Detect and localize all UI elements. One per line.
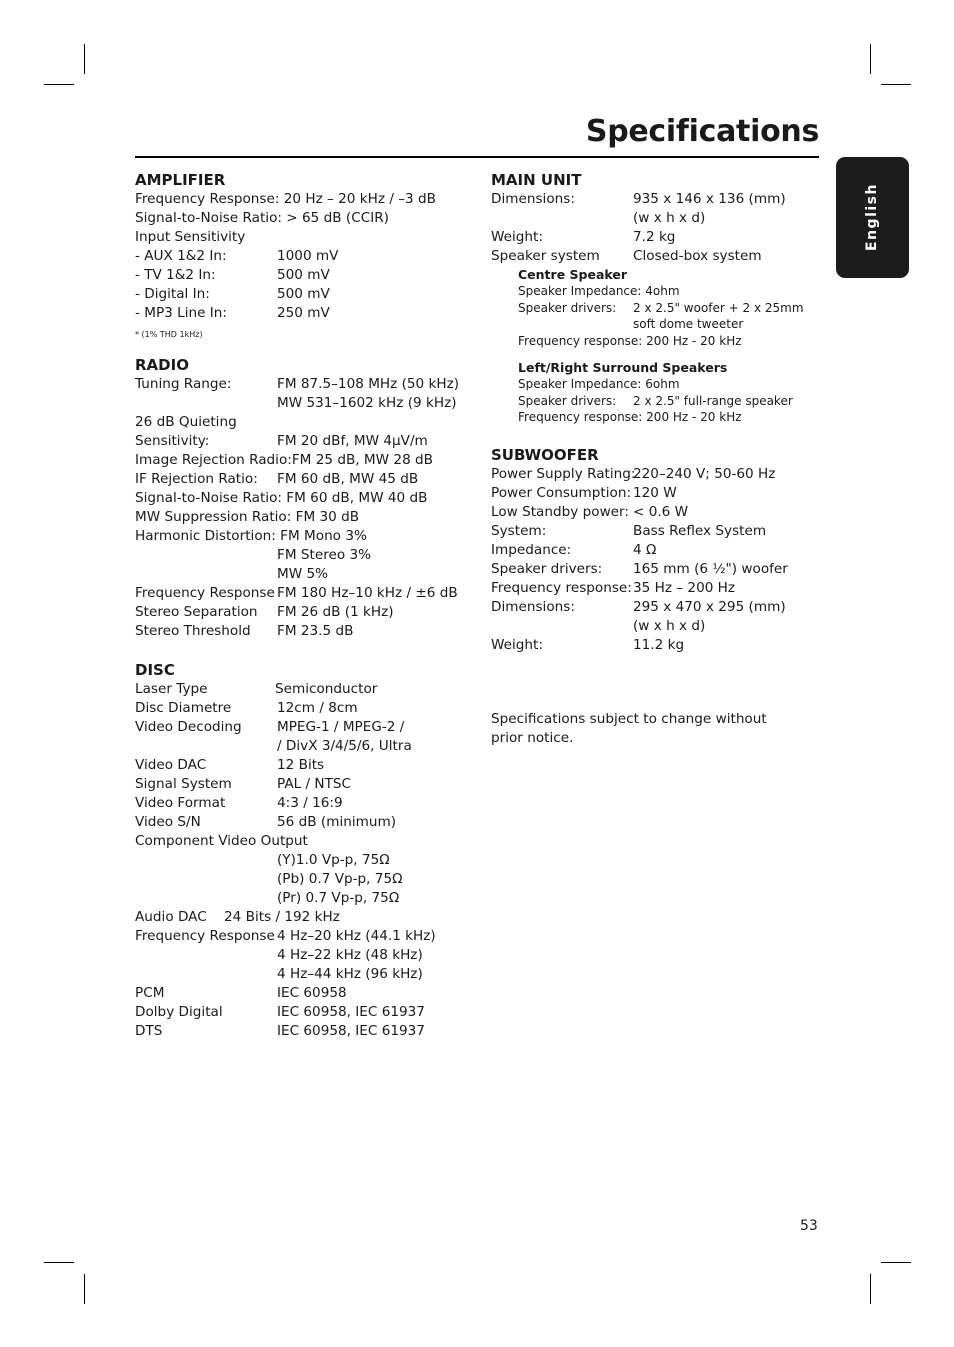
- spec-row: (Y)1.0 Vp-p, 75Ω: [277, 852, 390, 868]
- spec-row: (w x h x d): [633, 210, 706, 226]
- spec-line: Signal-to-Noise Ratio: > 65 dB (CCIR): [135, 210, 389, 226]
- spec-row: Dimensions: 295 x 470 x 295 (mm): [491, 598, 786, 615]
- spec-row: - TV 1&2 In: 500 mV: [135, 267, 330, 283]
- spec-row: - Digital In: 500 mV: [135, 286, 330, 302]
- title-rule: [135, 156, 819, 158]
- spec-row: Frequency Response 4 Hz–20 kHz (44.1 kHz): [135, 928, 436, 944]
- spec-row: / DivX 3/4/5/6, Ultra: [277, 738, 412, 754]
- spec-row: Signal System PAL / NTSC: [135, 776, 352, 792]
- spec-line: Component Video Output: [135, 833, 308, 849]
- spec-line: Signal-to-Noise Ratio: FM 60 dB, MW 40 dB: [135, 490, 428, 506]
- spec-line: 26 dB Quieting: [135, 414, 237, 430]
- spec-line: Frequency response: 200 Hz - 20 kHz: [518, 333, 742, 348]
- spec-row: Tuning Range: FM 87.5–108 MHz (50 kHz): [135, 376, 460, 392]
- spec-row: MW 531–1602 kHz (9 kHz): [277, 395, 457, 411]
- spec-line: Frequency response: 200 Hz - 20 kHz: [518, 410, 742, 424]
- language-tab-label: English: [864, 183, 880, 251]
- spec-row: Dolby Digital IEC 60958, IEC 61937: [135, 1004, 425, 1020]
- spec-row: (Pr) 0.7 Vp-p, 75Ω: [277, 890, 400, 906]
- spec-row: Impedance: 4 Ω: [491, 541, 657, 558]
- spec-row: Disc Diametre 12cm / 8cm: [135, 700, 358, 716]
- spec-row: (Pb) 0.7 Vp-p, 75Ω: [277, 871, 403, 887]
- spec-row: Speaker system Closed-box system: [491, 248, 762, 264]
- spec-row: System: Bass Reflex System: [491, 522, 767, 539]
- spec-line: Harmonic Distortion: FM Mono 3%: [135, 528, 367, 544]
- spec-line: Speaker Impedance: 6ohm: [518, 377, 680, 391]
- spec-row: Power Supply Rating: 220–240 V; 50-60 Hz: [491, 465, 776, 482]
- spec-row: - AUX 1&2 In: 1000 mV: [135, 248, 339, 264]
- crop-mark: [44, 1262, 74, 1263]
- spec-row: (w x h x d): [633, 617, 706, 634]
- spec-row: Weight: 7.2 kg: [491, 229, 676, 245]
- spec-row: - MP3 Line In: 250 mV: [135, 305, 330, 321]
- change-notice: Specifications subject to change without prior notice.: [491, 711, 767, 746]
- spec-row: Video DAC 12 Bits: [135, 757, 325, 773]
- spec-line: Speaker Impedance: 4ohm: [518, 284, 680, 298]
- spec-line: Image Rejection Radio:FM 25 dB, MW 28 dB: [135, 452, 433, 468]
- spec-row: Stereo Separation FM 26 dB (1 kHz): [135, 604, 394, 620]
- crop-mark: [870, 44, 871, 74]
- spec-line: Input Sensitivity: [135, 229, 246, 245]
- spec-row: Video Format 4:3 / 16:9: [135, 795, 343, 811]
- spec-row: Speaker drivers: 2 x 2.5" woofer + 2 x 25mm: [518, 300, 804, 315]
- spec-row: Speaker drivers: 2 x 2.5" full-range speaker: [518, 393, 793, 408]
- page-number: 53: [800, 1218, 818, 1234]
- language-tab: [836, 157, 909, 278]
- radio-header: RADIO: [135, 356, 189, 374]
- amplifier-footnote: * (1% THD 1kHz): [135, 330, 203, 339]
- centre-speaker-block: [491, 266, 811, 426]
- spec-row: Laser Type Semiconductor: [135, 681, 378, 697]
- page-title: Specifications: [585, 114, 819, 149]
- crop-mark: [84, 1274, 85, 1304]
- spec-row: 4 Hz–44 kHz (96 kHz): [277, 966, 423, 982]
- right-column: [491, 170, 811, 655]
- spec-row: DTS IEC 60958, IEC 61937: [135, 1023, 425, 1039]
- spec-row: Weight: 11.2 kg: [491, 636, 685, 653]
- spec-row: Frequency Response FM 180 Hz–10 kHz / ±6 dB: [135, 585, 458, 601]
- crop-mark: [44, 84, 74, 85]
- spec-row: Video Decoding MPEG-1 / MPEG-2 /: [135, 719, 405, 735]
- surround-speaker-header: Left/Right Surround Speakers: [518, 360, 728, 375]
- spec-row: FM Stereo 3%: [277, 547, 372, 563]
- spec-row: Frequency response: 35 Hz – 200 Hz: [491, 579, 736, 596]
- spec-row: Stereo Threshold FM 23.5 dB: [135, 623, 354, 639]
- disc-header: DISC: [135, 661, 175, 679]
- main-unit-header: MAIN UNIT: [491, 171, 582, 189]
- spec-row: soft dome tweeter: [633, 317, 744, 331]
- amplifier-header: AMPLIFIER: [135, 171, 226, 189]
- crop-mark: [881, 84, 911, 85]
- spec-line: MW Suppression Ratio: FM 30 dB: [135, 509, 360, 525]
- spec-row: 4 Hz–22 kHz (48 kHz): [277, 947, 423, 963]
- spec-row: PCM IEC 60958: [135, 985, 347, 1001]
- spec-line: Frequency Response: 20 Hz – 20 kHz / –3 dB: [135, 191, 436, 207]
- spec-row: IF Rejection Ratio: FM 60 dB, MW 45 dB: [135, 471, 419, 487]
- crop-mark: [84, 44, 85, 74]
- spec-row: Dimensions: 935 x 146 x 136 (mm): [491, 191, 786, 207]
- spec-line: Audio DAC 24 Bits / 192 kHz: [135, 909, 340, 925]
- spec-row: Low Standby power: < 0.6 W: [491, 503, 689, 520]
- left-column: [135, 170, 475, 1041]
- subwoofer-header: SUBWOOFER: [491, 445, 599, 464]
- centre-speaker-header: Centre Speaker: [518, 267, 628, 282]
- spec-row: Video S/N 56 dB (minimum): [135, 814, 397, 830]
- spec-row: MW 5%: [277, 566, 329, 582]
- crop-mark: [881, 1262, 911, 1263]
- spec-row: Sensitivity: FM 20 dBf, MW 4µV/m: [135, 433, 428, 449]
- spec-row: Speaker drivers: 165 mm (6 ½") woofer: [491, 560, 788, 577]
- spec-row: Power Consumption: 120 W: [491, 484, 677, 501]
- crop-mark: [870, 1274, 871, 1304]
